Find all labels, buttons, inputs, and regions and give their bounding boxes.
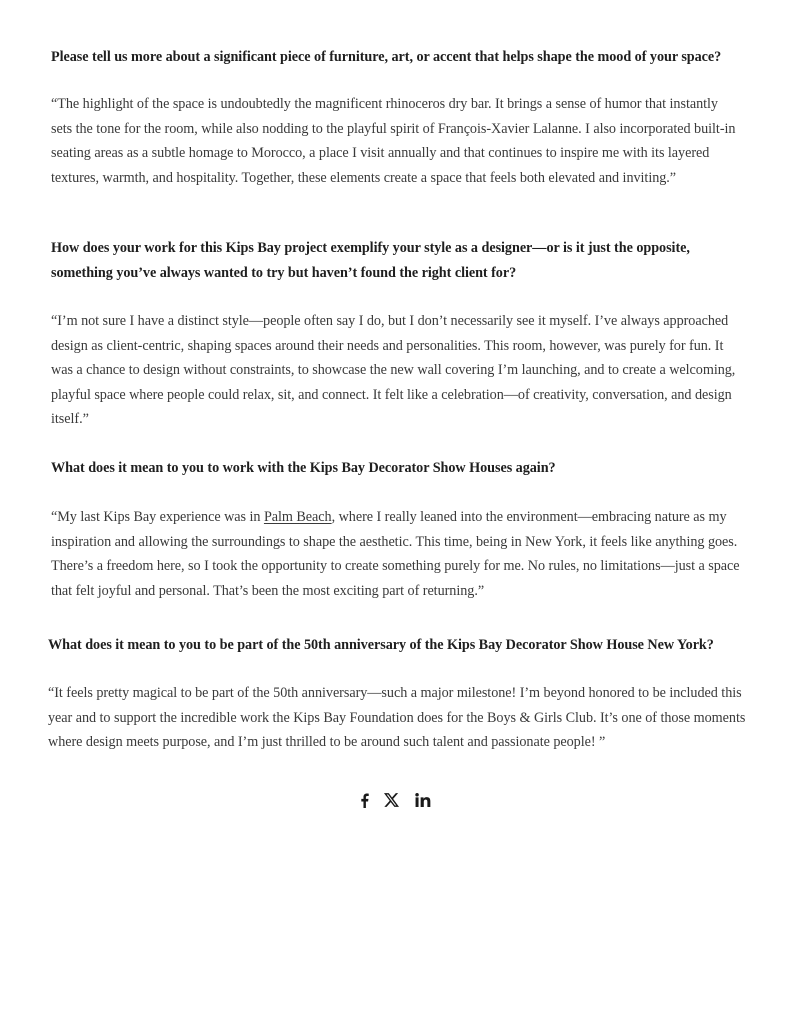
palm-beach-link[interactable]: Palm Beach: [263, 509, 332, 525]
share-linkedin-button[interactable]: [414, 790, 432, 810]
interview-answer: [51, 505, 741, 603]
facebook-icon: [360, 793, 369, 808]
interview-question: Please tell us more about a significant piece of furniture, art, or accent that helps shape the mood of your space?: [51, 49, 722, 65]
answer-text: “My last Kips Bay experience was in: [51, 509, 264, 525]
interview-question: What does it mean to you to work with the Kips Bay Decorator Show Houses again?: [51, 460, 556, 476]
answer-text: , where I really leaned into the environment—embracing nature as my inspiration and allowing the surroundings to shape the aesthetic. This time, being in New York, it feels like anything goes. There’s a freedom here, so I took the opportunity to create something purely for me. No rules, no limitations—just a space that felt joyful and personal. That’s been the most exciting part of returning.”: [51, 509, 740, 599]
linkedin-icon: [415, 793, 431, 807]
interview-question: What does it mean to you to be part of the 50th anniversary of the Kips Bay Decorator Show House New York?: [48, 637, 714, 653]
interview-answer: “I’m not sure I have a distinct style—people often say I do, but I don’t necessarily see it myself. I’ve always approached design as client-centric, shaping spaces around their needs and personalities. This room, however, was purely for fun. It was a chance to design without constraints, to showcase the new wall covering I’m launching, and to create a welcoming, playful space where people could relax, sit, and connect. It felt like a celebration—of creativity, conversation, and design itself.”: [51, 313, 736, 427]
share-facebook-button[interactable]: [360, 790, 370, 810]
interview-answer: “The highlight of the space is undoubtedly the magnificent rhinoceros dry bar. It brings a sense of humor that instantly sets the tone for the room, while also nodding to the playful spirit of François-Xavier Lalanne. I also incorporated built-in seating areas as a subtle homage to Morocco, a place I visit annually and that continues to inspire me with its layered textures, warmth, and hospitality. Together, these elements create a space that feels both elevated and inviting.”: [51, 96, 736, 186]
social-share-bar: [0, 790, 791, 810]
interview-question: How does your work for this Kips Bay project exemplify your style as a designer—or is it just the opposite, something you’ve always wanted to try but haven’t found the right client for?: [51, 240, 690, 281]
share-x-button[interactable]: [384, 790, 400, 810]
x-twitter-icon: [384, 793, 399, 807]
interview-answer: “It feels pretty magical to be part of the 50th anniversary—such a major milestone! I’m beyond honored to be included this year and to support the incredible work the Kips Bay Foundation does for the Boys & Girls Club. It’s one of those moments where design meets purpose, and I’m just thrilled to be around such talent and passionate people! ”: [48, 685, 746, 750]
